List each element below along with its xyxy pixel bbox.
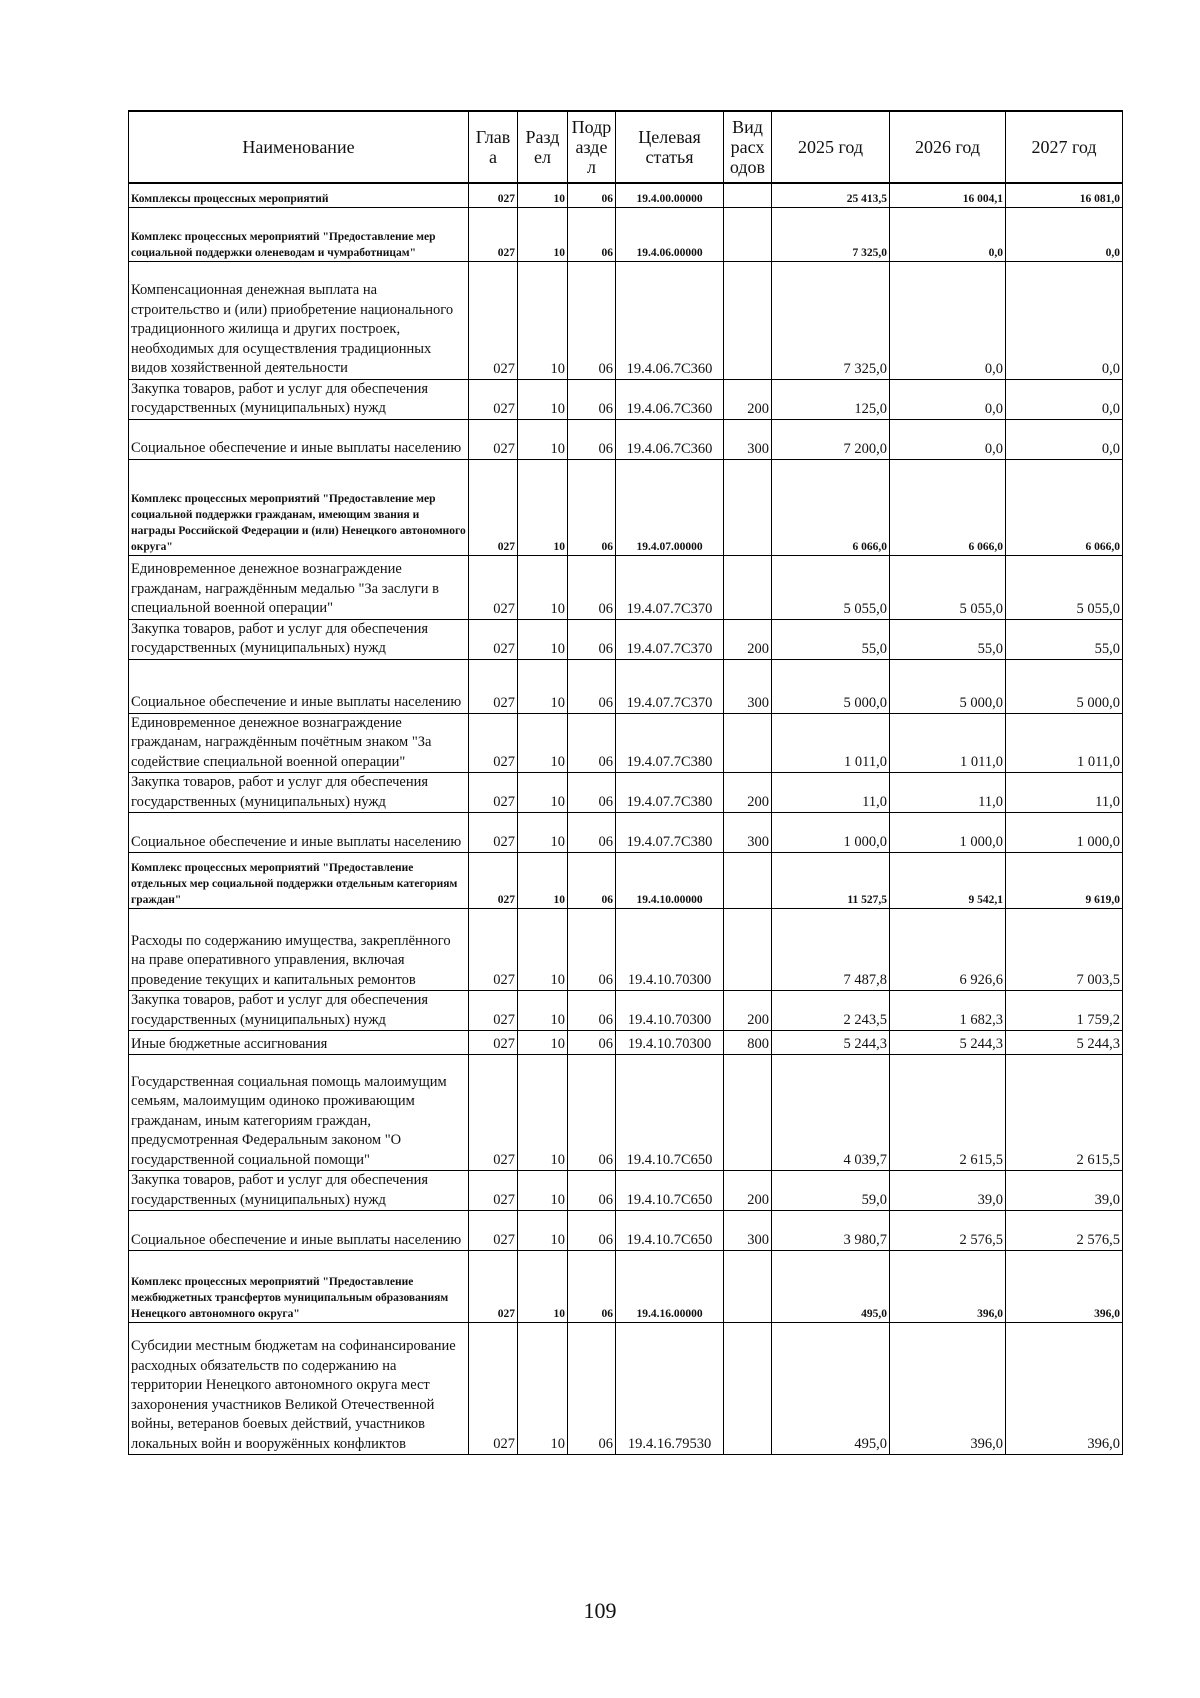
- cell-target: 19.4.07.7С380: [616, 713, 724, 773]
- header-name: Наименование: [129, 111, 469, 183]
- cell-name: Социальное обеспечение и иные выплаты населению: [129, 813, 469, 853]
- cell-2027: 0,0: [1006, 261, 1123, 379]
- cell-podrazdel: 06: [568, 555, 616, 619]
- table-row: [129, 813, 1123, 853]
- table-row: [129, 659, 1123, 713]
- cell-name: Единовременное денежное вознаграждение гражданам, награждённым почётным знаком "За содействие специальной военной операции": [129, 713, 469, 773]
- cell-razdel: 10: [518, 1031, 568, 1055]
- cell-2026: 0,0: [890, 379, 1006, 419]
- cell-2026: 16 004,1: [890, 183, 1006, 207]
- cell-glava: 027: [469, 379, 518, 419]
- table-row: [129, 459, 1123, 555]
- cell-target: 19.4.07.00000: [616, 459, 724, 555]
- header-glava: Глав а: [469, 111, 518, 183]
- header-2026: 2026 год: [890, 111, 1006, 183]
- cell-name: Комплекс процессных мероприятий "Предоставление отдельных мер социальной поддержки отдельным категориям граждан": [129, 853, 469, 909]
- table-row: [129, 419, 1123, 459]
- cell-glava: 027: [469, 555, 518, 619]
- cell-2027: 5 244,3: [1006, 1031, 1123, 1055]
- cell-2025: 2 243,5: [772, 991, 890, 1031]
- cell-2026: 6 926,6: [890, 909, 1006, 991]
- cell-2027: 0,0: [1006, 207, 1123, 261]
- cell-2025: 25 413,5: [772, 183, 890, 207]
- table-row: [129, 1251, 1123, 1323]
- cell-razdel: 10: [518, 1251, 568, 1323]
- cell-2027: 5 055,0: [1006, 555, 1123, 619]
- cell-2026: 396,0: [890, 1251, 1006, 1323]
- cell-name: Закупка товаров, работ и услуг для обеспечения государственных (муниципальных) нужд: [129, 619, 469, 659]
- cell-podrazdel: 06: [568, 909, 616, 991]
- header-target: Целевая статья: [616, 111, 724, 183]
- cell-2026: 39,0: [890, 1171, 1006, 1211]
- cell-podrazdel: 06: [568, 1031, 616, 1055]
- cell-razdel: 10: [518, 1171, 568, 1211]
- cell-podrazdel: 06: [568, 183, 616, 207]
- cell-name: Социальное обеспечение и иные выплаты населению: [129, 1211, 469, 1251]
- cell-razdel: 10: [518, 183, 568, 207]
- table-row: [129, 261, 1123, 379]
- cell-2026: 5 000,0: [890, 659, 1006, 713]
- table-row: [129, 1211, 1123, 1251]
- cell-2027: 7 003,5: [1006, 909, 1123, 991]
- cell-2025: 495,0: [772, 1251, 890, 1323]
- cell-vid: 200: [724, 773, 772, 813]
- cell-2025: 1 011,0: [772, 713, 890, 773]
- budget-table: [128, 110, 1123, 1455]
- cell-vid: [724, 555, 772, 619]
- cell-2027: 9 619,0: [1006, 853, 1123, 909]
- cell-razdel: 10: [518, 207, 568, 261]
- cell-glava: 027: [469, 813, 518, 853]
- cell-name: Социальное обеспечение и иные выплаты населению: [129, 419, 469, 459]
- cell-vid: 300: [724, 419, 772, 459]
- cell-razdel: 10: [518, 813, 568, 853]
- cell-podrazdel: 06: [568, 1323, 616, 1455]
- cell-vid: [724, 261, 772, 379]
- table-row: [129, 1031, 1123, 1055]
- cell-2026: 5 244,3: [890, 1031, 1006, 1055]
- cell-razdel: 10: [518, 459, 568, 555]
- cell-2025: 7 325,0: [772, 207, 890, 261]
- cell-vid: [724, 207, 772, 261]
- cell-razdel: 10: [518, 1211, 568, 1251]
- cell-2027: 396,0: [1006, 1251, 1123, 1323]
- cell-razdel: 10: [518, 555, 568, 619]
- table-body: [129, 183, 1123, 1455]
- cell-podrazdel: 06: [568, 991, 616, 1031]
- cell-podrazdel: 06: [568, 773, 616, 813]
- cell-2027: 5 000,0: [1006, 659, 1123, 713]
- cell-2025: 11 527,5: [772, 853, 890, 909]
- cell-razdel: 10: [518, 773, 568, 813]
- cell-2026: 396,0: [890, 1323, 1006, 1455]
- cell-podrazdel: 06: [568, 207, 616, 261]
- cell-podrazdel: 06: [568, 1055, 616, 1171]
- cell-target: 19.4.10.00000: [616, 853, 724, 909]
- cell-2026: 11,0: [890, 773, 1006, 813]
- cell-2026: 1 011,0: [890, 713, 1006, 773]
- cell-target: 19.4.00.00000: [616, 183, 724, 207]
- cell-name: Субсидии местным бюджетам на софинансирование расходных обязательств по содержанию на территории Ненецкого автономного округа мест захоронения участников Великой Отечественной войны, ветеранов боевых действий, участников локальных войн и вооружённых конфликтов: [129, 1323, 469, 1455]
- cell-2025: 5 244,3: [772, 1031, 890, 1055]
- header-vid: Вид расх одов: [724, 111, 772, 183]
- cell-2027: 1 011,0: [1006, 713, 1123, 773]
- cell-vid: 300: [724, 813, 772, 853]
- cell-name: Комплексы процессных мероприятий: [129, 183, 469, 207]
- cell-razdel: 10: [518, 379, 568, 419]
- table-row: [129, 207, 1123, 261]
- table-row: [129, 853, 1123, 909]
- cell-name: Иные бюджетные ассигнования: [129, 1031, 469, 1055]
- cell-2025: 55,0: [772, 619, 890, 659]
- cell-vid: 200: [724, 619, 772, 659]
- cell-target: 19.4.07.7С370: [616, 659, 724, 713]
- cell-2026: 1 000,0: [890, 813, 1006, 853]
- cell-target: 19.4.07.7С380: [616, 773, 724, 813]
- cell-razdel: 10: [518, 619, 568, 659]
- cell-2026: 1 682,3: [890, 991, 1006, 1031]
- cell-2026: 0,0: [890, 261, 1006, 379]
- cell-name: Государственная социальная помощь малоимущим семьям, малоимущим одиноко проживающим гражданам, иным категориям граждан, предусмотренная Федеральным законом "О государственной социальной помощи": [129, 1055, 469, 1171]
- cell-target: 19.4.06.00000: [616, 207, 724, 261]
- table-row: [129, 1323, 1123, 1455]
- cell-2025: 59,0: [772, 1171, 890, 1211]
- cell-vid: [724, 1323, 772, 1455]
- cell-2026: 55,0: [890, 619, 1006, 659]
- cell-2025: 7 200,0: [772, 419, 890, 459]
- cell-2025: 3 980,7: [772, 1211, 890, 1251]
- cell-2027: 55,0: [1006, 619, 1123, 659]
- cell-podrazdel: 06: [568, 459, 616, 555]
- cell-2025: 7 325,0: [772, 261, 890, 379]
- cell-razdel: 10: [518, 659, 568, 713]
- cell-vid: [724, 183, 772, 207]
- cell-podrazdel: 06: [568, 713, 616, 773]
- cell-glava: 027: [469, 1211, 518, 1251]
- cell-2027: 396,0: [1006, 1323, 1123, 1455]
- cell-target: 19.4.06.7С360: [616, 261, 724, 379]
- cell-glava: 027: [469, 1323, 518, 1455]
- cell-razdel: 10: [518, 853, 568, 909]
- cell-2026: 9 542,1: [890, 853, 1006, 909]
- cell-vid: 200: [724, 379, 772, 419]
- cell-target: 19.4.10.7С650: [616, 1171, 724, 1211]
- cell-vid: [724, 909, 772, 991]
- cell-name: Единовременное денежное вознаграждение гражданам, награждённым медалью "За заслуги в специальной военной операции": [129, 555, 469, 619]
- cell-2025: 5 000,0: [772, 659, 890, 713]
- table-row: [129, 619, 1123, 659]
- cell-glava: 027: [469, 991, 518, 1031]
- table-row: [129, 909, 1123, 991]
- cell-vid: [724, 459, 772, 555]
- cell-name: Комплекс процессных мероприятий "Предоставление межбюджетных трансфертов муниципальным образованиям Ненецкого автономного округа": [129, 1251, 469, 1323]
- cell-2027: 16 081,0: [1006, 183, 1123, 207]
- cell-2027: 6 066,0: [1006, 459, 1123, 555]
- cell-vid: [724, 1251, 772, 1323]
- cell-name: Компенсационная денежная выплата на строительство и (или) приобретение национального традиционного жилища и других построек, необходимых для осуществления традиционных видов хозяйственной деятельности: [129, 261, 469, 379]
- cell-2025: 125,0: [772, 379, 890, 419]
- cell-target: 19.4.07.7С370: [616, 619, 724, 659]
- cell-name: Комплекс процессных мероприятий "Предоставление мер социальной поддержки оленеводам и чумработницам": [129, 207, 469, 261]
- cell-podrazdel: 06: [568, 379, 616, 419]
- table-row: [129, 1055, 1123, 1171]
- cell-glava: 027: [469, 1031, 518, 1055]
- cell-vid: 300: [724, 1211, 772, 1251]
- cell-podrazdel: 06: [568, 419, 616, 459]
- cell-name: Закупка товаров, работ и услуг для обеспечения государственных (муниципальных) нужд: [129, 1171, 469, 1211]
- table-row: [129, 379, 1123, 419]
- cell-podrazdel: 06: [568, 1211, 616, 1251]
- cell-vid: [724, 713, 772, 773]
- cell-glava: 027: [469, 183, 518, 207]
- cell-vid: 300: [724, 659, 772, 713]
- cell-2026: 0,0: [890, 207, 1006, 261]
- cell-podrazdel: 06: [568, 813, 616, 853]
- cell-glava: 027: [469, 659, 518, 713]
- table-row: [129, 1171, 1123, 1211]
- cell-glava: 027: [469, 909, 518, 991]
- cell-razdel: 10: [518, 419, 568, 459]
- cell-name: Комплекс процессных мероприятий "Предоставление мер социальной поддержки гражданам, имеющим звания и награды Российской Федерации и (или) Ненецкого автономного округа": [129, 459, 469, 555]
- cell-2027: 11,0: [1006, 773, 1123, 813]
- cell-glava: 027: [469, 619, 518, 659]
- cell-razdel: 10: [518, 909, 568, 991]
- cell-glava: 027: [469, 853, 518, 909]
- cell-2026: 2 576,5: [890, 1211, 1006, 1251]
- cell-podrazdel: 06: [568, 619, 616, 659]
- cell-podrazdel: 06: [568, 261, 616, 379]
- cell-name: Закупка товаров, работ и услуг для обеспечения государственных (муниципальных) нужд: [129, 379, 469, 419]
- cell-razdel: 10: [518, 1323, 568, 1455]
- cell-2027: 0,0: [1006, 379, 1123, 419]
- cell-vid: 800: [724, 1031, 772, 1055]
- cell-name: Расходы по содержанию имущества, закреплённого на праве оперативного управления, включая проведение текущих и капитальных ремонтов: [129, 909, 469, 991]
- cell-target: 19.4.10.7С650: [616, 1055, 724, 1171]
- cell-glava: 027: [469, 1171, 518, 1211]
- cell-2026: 0,0: [890, 419, 1006, 459]
- cell-glava: 027: [469, 713, 518, 773]
- cell-name: Социальное обеспечение и иные выплаты населению: [129, 659, 469, 713]
- cell-glava: 027: [469, 261, 518, 379]
- header-2027: 2027 год: [1006, 111, 1123, 183]
- cell-target: 19.4.07.7С370: [616, 555, 724, 619]
- cell-target: 19.4.10.70300: [616, 909, 724, 991]
- cell-podrazdel: 06: [568, 1171, 616, 1211]
- cell-glava: 027: [469, 1251, 518, 1323]
- cell-target: 19.4.10.70300: [616, 991, 724, 1031]
- cell-razdel: 10: [518, 991, 568, 1031]
- cell-target: 19.4.10.70300: [616, 1031, 724, 1055]
- table-row: [129, 773, 1123, 813]
- cell-target: 19.4.10.7С650: [616, 1211, 724, 1251]
- cell-podrazdel: 06: [568, 853, 616, 909]
- cell-2025: 4 039,7: [772, 1055, 890, 1171]
- cell-2027: 0,0: [1006, 419, 1123, 459]
- cell-glava: 027: [469, 459, 518, 555]
- table-row: [129, 555, 1123, 619]
- cell-razdel: 10: [518, 713, 568, 773]
- page-number: 109: [583, 1598, 617, 1623]
- cell-vid: 200: [724, 991, 772, 1031]
- table-row: [129, 713, 1123, 773]
- header-razdel: Разд ел: [518, 111, 568, 183]
- cell-vid: 200: [724, 1171, 772, 1211]
- cell-2025: 495,0: [772, 1323, 890, 1455]
- header-podrazdel: Подр азде л: [568, 111, 616, 183]
- cell-name: Закупка товаров, работ и услуг для обеспечения государственных (муниципальных) нужд: [129, 991, 469, 1031]
- cell-razdel: 10: [518, 1055, 568, 1171]
- cell-2025: 6 066,0: [772, 459, 890, 555]
- cell-podrazdel: 06: [568, 1251, 616, 1323]
- cell-glava: 027: [469, 419, 518, 459]
- cell-2026: 2 615,5: [890, 1055, 1006, 1171]
- cell-vid: [724, 1055, 772, 1171]
- cell-target: 19.4.07.7С380: [616, 813, 724, 853]
- cell-glava: 027: [469, 773, 518, 813]
- cell-razdel: 10: [518, 261, 568, 379]
- cell-glava: 027: [469, 207, 518, 261]
- cell-2025: 7 487,8: [772, 909, 890, 991]
- cell-glava: 027: [469, 1055, 518, 1171]
- cell-2027: 1 000,0: [1006, 813, 1123, 853]
- cell-target: 19.4.06.7С360: [616, 379, 724, 419]
- cell-2025: 5 055,0: [772, 555, 890, 619]
- cell-2027: 39,0: [1006, 1171, 1123, 1211]
- header-row: [129, 111, 1123, 183]
- cell-podrazdel: 06: [568, 659, 616, 713]
- cell-2027: 2 615,5: [1006, 1055, 1123, 1171]
- cell-name: Закупка товаров, работ и услуг для обеспечения государственных (муниципальных) нужд: [129, 773, 469, 813]
- cell-target: 19.4.06.7С360: [616, 419, 724, 459]
- table-row: [129, 183, 1123, 207]
- cell-target: 19.4.16.00000: [616, 1251, 724, 1323]
- cell-2025: 11,0: [772, 773, 890, 813]
- table-row: [129, 991, 1123, 1031]
- header-2025: 2025 год: [772, 111, 890, 183]
- cell-2027: 2 576,5: [1006, 1211, 1123, 1251]
- cell-target: 19.4.16.79530: [616, 1323, 724, 1455]
- cell-2027: 1 759,2: [1006, 991, 1123, 1031]
- cell-2025: 1 000,0: [772, 813, 890, 853]
- cell-2026: 6 066,0: [890, 459, 1006, 555]
- cell-vid: [724, 853, 772, 909]
- cell-2026: 5 055,0: [890, 555, 1006, 619]
